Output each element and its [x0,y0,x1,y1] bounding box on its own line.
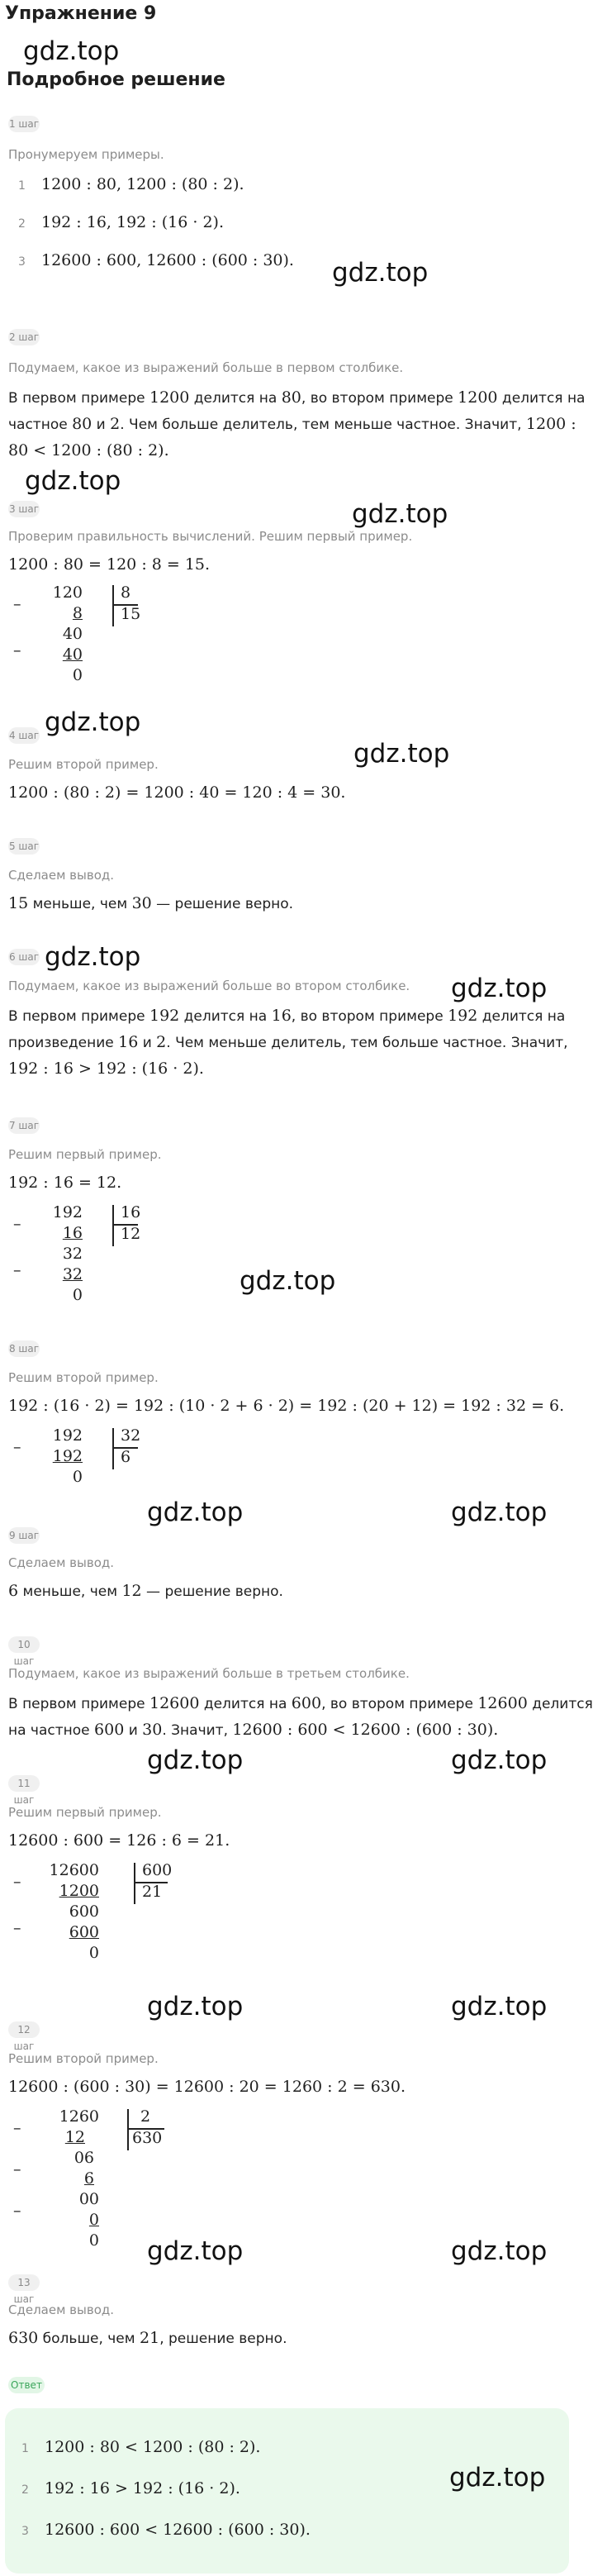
item-number: 3 [21,2525,29,2538]
step-badge: 1 шаг [8,116,40,132]
watermark: gdz.top [147,1992,244,2021]
watermark: gdz.top [451,1498,548,1527]
step-instruction: Подумаем, какое из выражений больше в первом столбике. [8,360,404,375]
quotient: 21 [142,1883,163,1901]
dividend: 120 [52,583,83,602]
minus-sign: – [13,2119,21,2137]
remainder: 0 [88,2231,99,2250]
division-bar [134,1863,135,1904]
explanation-line: 192 : 16 > 192 : (16 · 2). [8,1059,204,1078]
answer-badge: Ответ [8,2377,45,2393]
watermark: gdz.top [449,2463,546,2493]
dividend: 12600 [49,1861,99,1879]
step-instruction: Сделаем вывод. [8,2302,115,2317]
divisor: 32 [121,1426,141,1445]
watermark: gdz.top [147,1498,244,1527]
step-badge: 5 шаг [8,838,40,855]
quotient: 15 [121,605,141,623]
item-expression: 1200 : 80, 1200 : (80 : 2). [41,175,244,193]
explanation-line: 80 < 1200 : (80 : 2). [8,441,169,459]
step-badge: 13 шаг [8,2274,40,2291]
answer-item [12,2521,311,2539]
divisor: 600 [142,1861,173,1879]
minus-sign: – [13,2160,21,2178]
subtrahend: 1200 [59,1882,99,1900]
equation: 12600 : (600 : 30) = 12600 : 20 = 1260 : 2 = 630. [8,2078,406,2096]
step-badge: 12 шаг [8,2021,40,2038]
step-badge: 6 шаг [8,949,40,965]
subtrahend: 16 [62,1224,83,1242]
explanation-line: произведение 16 и 2. Чем меньше делитель, тем больше частное. Значит, [8,1033,568,1051]
divisor: 16 [121,1203,141,1221]
watermark: gdz.top [240,1266,336,1296]
step-badge: 4 шаг [8,727,40,744]
minus-sign: – [13,1261,21,1279]
remainder: 32 [62,1245,83,1263]
dividend: 192 [52,1203,83,1221]
watermark: gdz.top [451,974,548,1003]
step-instruction: Сделаем вывод. [8,1555,115,1570]
subtrahend: 32 [62,1265,83,1283]
division-bar [112,1205,114,1246]
minus-sign: – [13,595,21,613]
dividend: 1260 [59,2107,99,2126]
remainder: 0 [72,666,83,684]
item-expression: 12600 : 600, 12600 : (600 : 30). [41,251,294,269]
step-instruction: Подумаем, какое из выражений больше в третьем столбике. [8,1666,410,1681]
long-division [8,583,149,699]
step-badge: 2 шаг [8,329,40,345]
minus-sign: – [13,1919,21,1937]
remainder: 06 [74,2149,94,2167]
item-expression: 12600 : 600 < 12600 : (600 : 30). [45,2521,311,2539]
step-badge: 8 шаг [8,1340,40,1357]
step-badge: 9 шаг [8,1527,40,1544]
remainder: 00 [78,2190,99,2208]
item-expression: 1200 : 80 < 1200 : (80 : 2). [45,2438,261,2456]
subtrahend: 12 [64,2128,85,2146]
step-instruction: Подумаем, какое из выражений больше во втором столбике. [8,978,410,993]
minus-sign: – [13,1438,21,1456]
quotient: 12 [121,1225,141,1243]
step-instruction: Решим первый пример. [8,1805,162,1820]
conclusion: 15 меньше, чем 30 — решение верно. [8,894,294,912]
item-number: 2 [21,2483,29,2497]
watermark: gdz.top [25,466,121,496]
watermark: gdz.top [352,499,448,529]
divisor: 8 [121,583,131,602]
long-division [8,1861,173,1977]
watermark: gdz.top [147,1745,244,1775]
division-bar [112,585,114,626]
answer-item [12,2479,240,2497]
subtrahend: 0 [88,2211,99,2229]
item-number: 2 [18,217,26,231]
list-item [8,213,224,231]
explanation-line: В первом примере 1200 делится на 80, во втором примере 1200 делится на [8,388,586,407]
division-bar [112,1428,114,1469]
subtrahend: 6 [83,2169,94,2188]
explanation-line: на частное 600 и 30. Значит, 12600 : 600 < 12600 : (600 : 30). [8,1721,499,1739]
equation: 1200 : (80 : 2) = 1200 : 40 = 120 : 4 = 30. [8,783,346,802]
step-instruction: Проверим правильность вычислений. Решим первый пример. [8,529,413,544]
remainder: 0 [72,1286,83,1304]
step-badge: 3 шаг [8,501,40,517]
step-instruction: Пронумеруем примеры. [8,147,164,162]
page-subtitle: Подробное решение [7,69,225,90]
step-instruction: Решим первый пример. [8,1147,162,1162]
conclusion: 630 больше, чем 21, решение верно. [8,2329,287,2347]
answer-item [12,2438,260,2456]
watermark: gdz.top [147,2236,244,2266]
step-instruction: Решим второй пример. [8,2051,159,2066]
equation: 12600 : 600 = 126 : 6 = 21. [8,1831,230,1850]
divisor: 2 [140,2107,151,2126]
item-expression: 192 : 16 > 192 : (16 · 2). [45,2479,240,2497]
list-item [8,251,294,269]
watermark: gdz.top [45,942,141,972]
step-instruction: Решим второй пример. [8,757,159,772]
item-number: 1 [21,2442,29,2455]
equation: 192 : 16 = 12. [8,1174,122,1192]
explanation-line: В первом примере 12600 делится на 600, во втором примере 12600 делится [8,1694,593,1712]
step-badge: 7 шаг [8,1117,40,1134]
minus-sign: – [13,2202,21,2220]
item-number: 1 [18,179,26,193]
subtrahend: 8 [72,604,83,622]
remainder: 0 [88,1944,99,1962]
step-badge: 10 шаг [8,1636,40,1653]
conclusion: 6 меньше, чем 12 — решение верно. [8,1582,283,1600]
watermark: gdz.top [451,1745,548,1775]
subtrahend: 192 [52,1447,83,1465]
list-item [8,175,244,193]
subtrahend: 600 [69,1923,99,1941]
long-division [8,1426,149,1501]
division-bar [127,2109,129,2150]
step-instruction: Сделаем вывод. [8,868,115,883]
step-instruction: Решим второй пример. [8,1370,159,1385]
watermark: gdz.top [23,36,120,66]
equation: 1200 : 80 = 120 : 8 = 15. [8,555,211,574]
equation: 192 : (16 · 2) = 192 : (10 · 2 + 6 · 2) = 192 : (20 + 12) = 192 : 32 = 6. [8,1397,565,1415]
long-division [8,1203,149,1319]
minus-sign: – [13,641,21,659]
subtrahend: 40 [62,645,83,664]
minus-sign: – [13,1215,21,1233]
minus-sign: – [13,1873,21,1891]
explanation-line: В первом примере 192 делится на 16, во втором примере 192 делится на [8,1007,566,1025]
watermark: gdz.top [451,2236,548,2266]
remainder: 40 [62,625,83,643]
quotient: 6 [121,1448,131,1466]
step-badge: 11 шаг [8,1775,40,1792]
item-expression: 192 : 16, 192 : (16 · 2). [41,213,224,231]
watermark: gdz.top [451,1992,548,2021]
remainder: 600 [69,1902,99,1921]
page-title: Упражнение 9 [5,3,157,24]
watermark: gdz.top [332,258,429,288]
explanation-line: частное 80 и 2. Чем больше делитель, тем меньше частное. Значит, 1200 : [8,415,576,433]
item-number: 3 [18,255,26,269]
dividend: 192 [52,1426,83,1445]
quotient: 630 [132,2129,163,2147]
remainder: 0 [72,1468,83,1486]
watermark: gdz.top [45,707,141,737]
watermark: gdz.top [353,739,450,769]
